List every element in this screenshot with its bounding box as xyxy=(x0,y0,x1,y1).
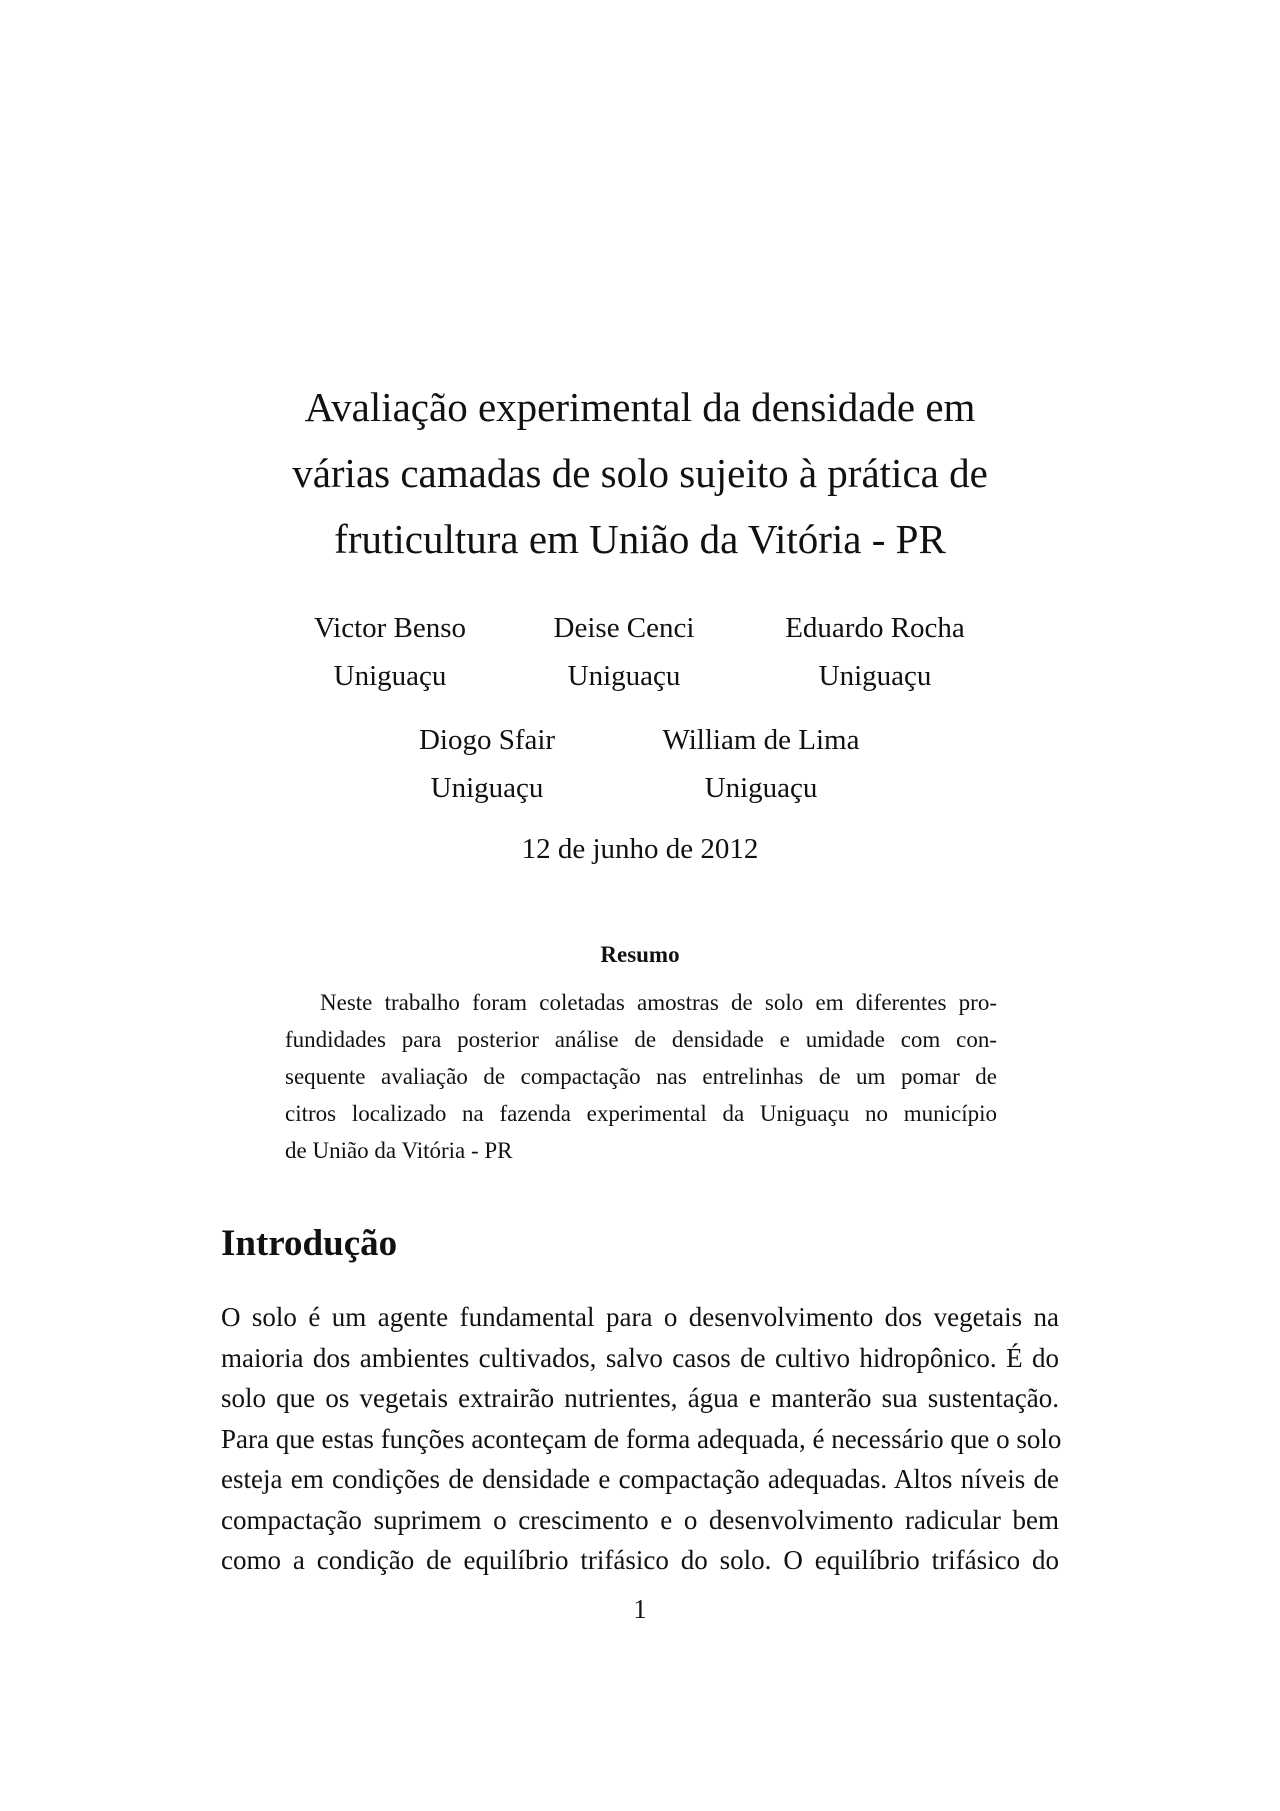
author-affiliation: Uniguaçu xyxy=(430,772,544,804)
author-affiliation: Uniguaçu xyxy=(567,660,681,692)
author-name: William de Lima xyxy=(662,724,860,756)
title-line: fruticultura em União da Vitória - PR xyxy=(334,516,946,562)
body-line: esteja em condições de densidade e compactação adequadas. Altos níveis de xyxy=(221,1464,1059,1494)
paper-title xyxy=(200,374,1080,572)
author-affiliation: Uniguaçu xyxy=(704,772,818,804)
author-block xyxy=(504,604,744,700)
abstract-line: Neste trabalho foram coletadas amostras de solo em diferentes pro- xyxy=(320,990,997,1015)
author-block xyxy=(755,604,995,700)
abstract-line: sequente avaliação de compactação nas entrelinhas de um pomar de xyxy=(285,1064,997,1089)
author-name: Victor Benso xyxy=(313,612,467,644)
author-block xyxy=(367,716,607,812)
author-affiliation: Uniguaçu xyxy=(333,660,447,692)
title-line: Avaliação experimental da densidade em xyxy=(304,384,976,430)
body-line: Para que estas funções aconteçam de forma adequada, é necessário que o solo xyxy=(221,1423,1062,1454)
abstract-body xyxy=(285,984,997,1169)
abstract-line: fundidades para posterior análise de densidade e umidade com con- xyxy=(285,1027,997,1052)
body-line: O solo é um agente fundamental para o desenvolvimento dos vegetais na xyxy=(221,1302,1059,1332)
author-name: Deise Cenci xyxy=(553,612,695,644)
author-block xyxy=(641,716,881,812)
abstract-heading: Resumo xyxy=(600,942,680,967)
section-heading: Introdução xyxy=(221,1223,398,1264)
body-line: compactação suprimem o crescimento e o desenvolvimento radicular bem xyxy=(221,1504,1059,1535)
section-body xyxy=(221,1297,1062,1581)
author-affiliation: Uniguaçu xyxy=(818,660,932,692)
title-line: várias camadas de solo sujeito à prática de xyxy=(292,450,988,496)
author-block xyxy=(270,604,510,700)
page-number: 1 xyxy=(633,1594,647,1624)
abstract-line: citros localizado na fazenda experimental da Uniguaçu no município xyxy=(285,1101,997,1126)
body-line: maioria dos ambientes cultivados, salvo casos de cultivo hidropônico. É do xyxy=(221,1342,1059,1373)
body-line: solo que os vegetais extrairão nutrientes, água e manterão sua sustentação. xyxy=(221,1383,1059,1413)
author-name: Eduardo Rocha xyxy=(785,612,965,644)
paper-date: 12 de junho de 2012 xyxy=(521,833,759,865)
abstract-line: de União da Vitória - PR xyxy=(285,1138,513,1163)
body-line: como a condição de equilíbrio trifásico do solo. O equilíbrio trifásico do xyxy=(221,1545,1059,1575)
author-name: Diogo Sfair xyxy=(418,724,556,756)
